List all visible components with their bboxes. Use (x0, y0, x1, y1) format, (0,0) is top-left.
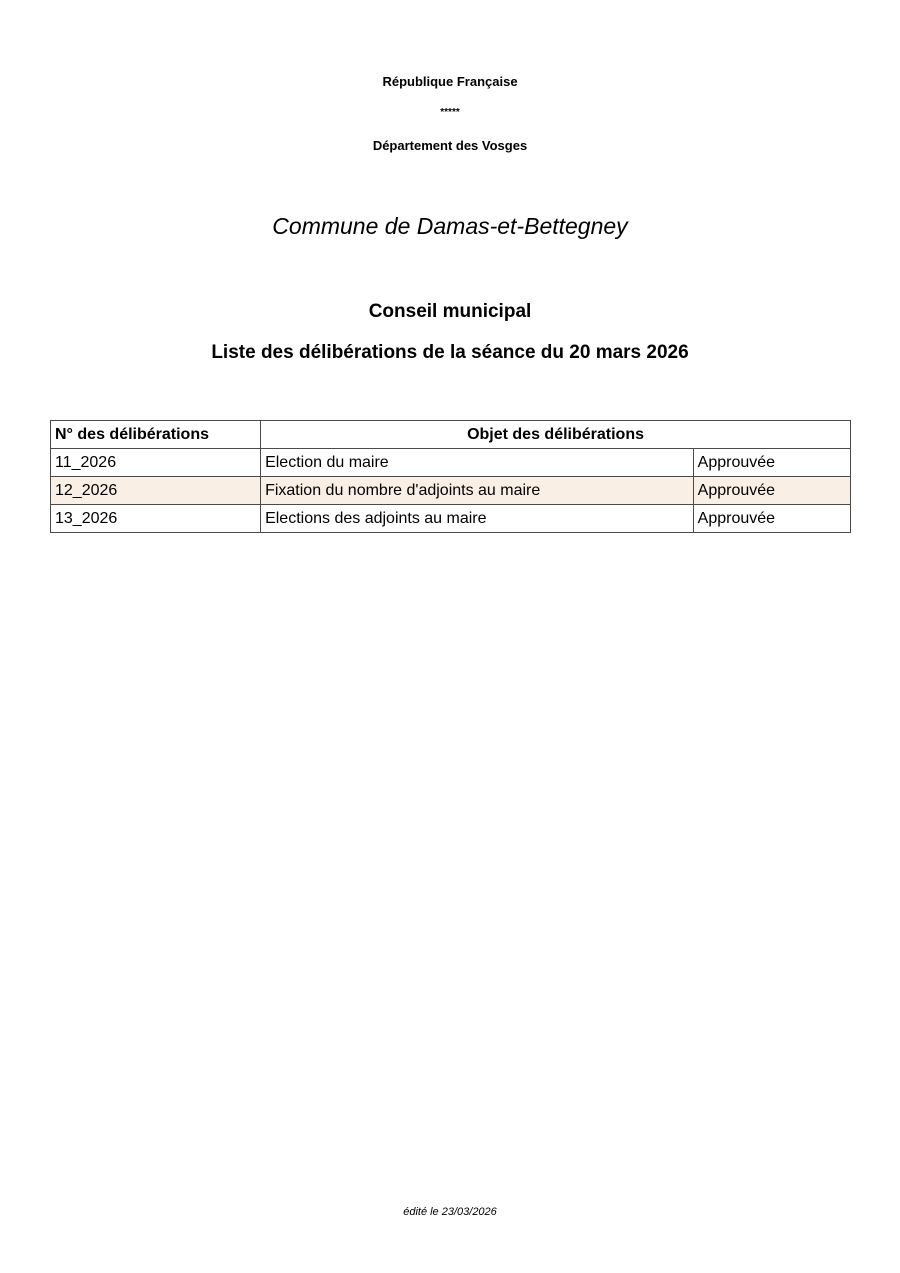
deliberation-status: Approuvée (693, 505, 850, 533)
deliberation-status: Approuvée (693, 477, 850, 505)
column-header-object: Objet des délibérations (261, 421, 851, 449)
table-row (51, 505, 851, 533)
council-title: Conseil municipal (368, 301, 532, 322)
table-row (51, 449, 851, 477)
deliberation-number: 12_2026 (51, 477, 261, 505)
republic-heading: République Française (382, 74, 518, 89)
department-heading: Département des Vosges (372, 138, 528, 153)
deliberation-status: Approuvée (693, 449, 850, 477)
deliberations-table (50, 420, 851, 533)
deliberation-object: Election du maire (261, 449, 694, 477)
deliberation-object: Elections des adjoints au maire (261, 505, 694, 533)
table-header-row (51, 421, 851, 449)
column-header-number: N° des délibérations (51, 421, 261, 449)
header-separator: ***** (440, 107, 460, 118)
table-row (51, 477, 851, 505)
commune-title: Commune de Damas-et-Bettegney (272, 213, 628, 239)
deliberation-number: 11_2026 (51, 449, 261, 477)
deliberation-object: Fixation du nombre d'adjoints au maire (261, 477, 694, 505)
deliberations-list-title: Liste des délibérations de la séance du 20 mars 2026 (211, 342, 689, 363)
edition-date-footer: édité le 23/03/2026 (403, 1206, 497, 1218)
deliberation-number: 13_2026 (51, 505, 261, 533)
